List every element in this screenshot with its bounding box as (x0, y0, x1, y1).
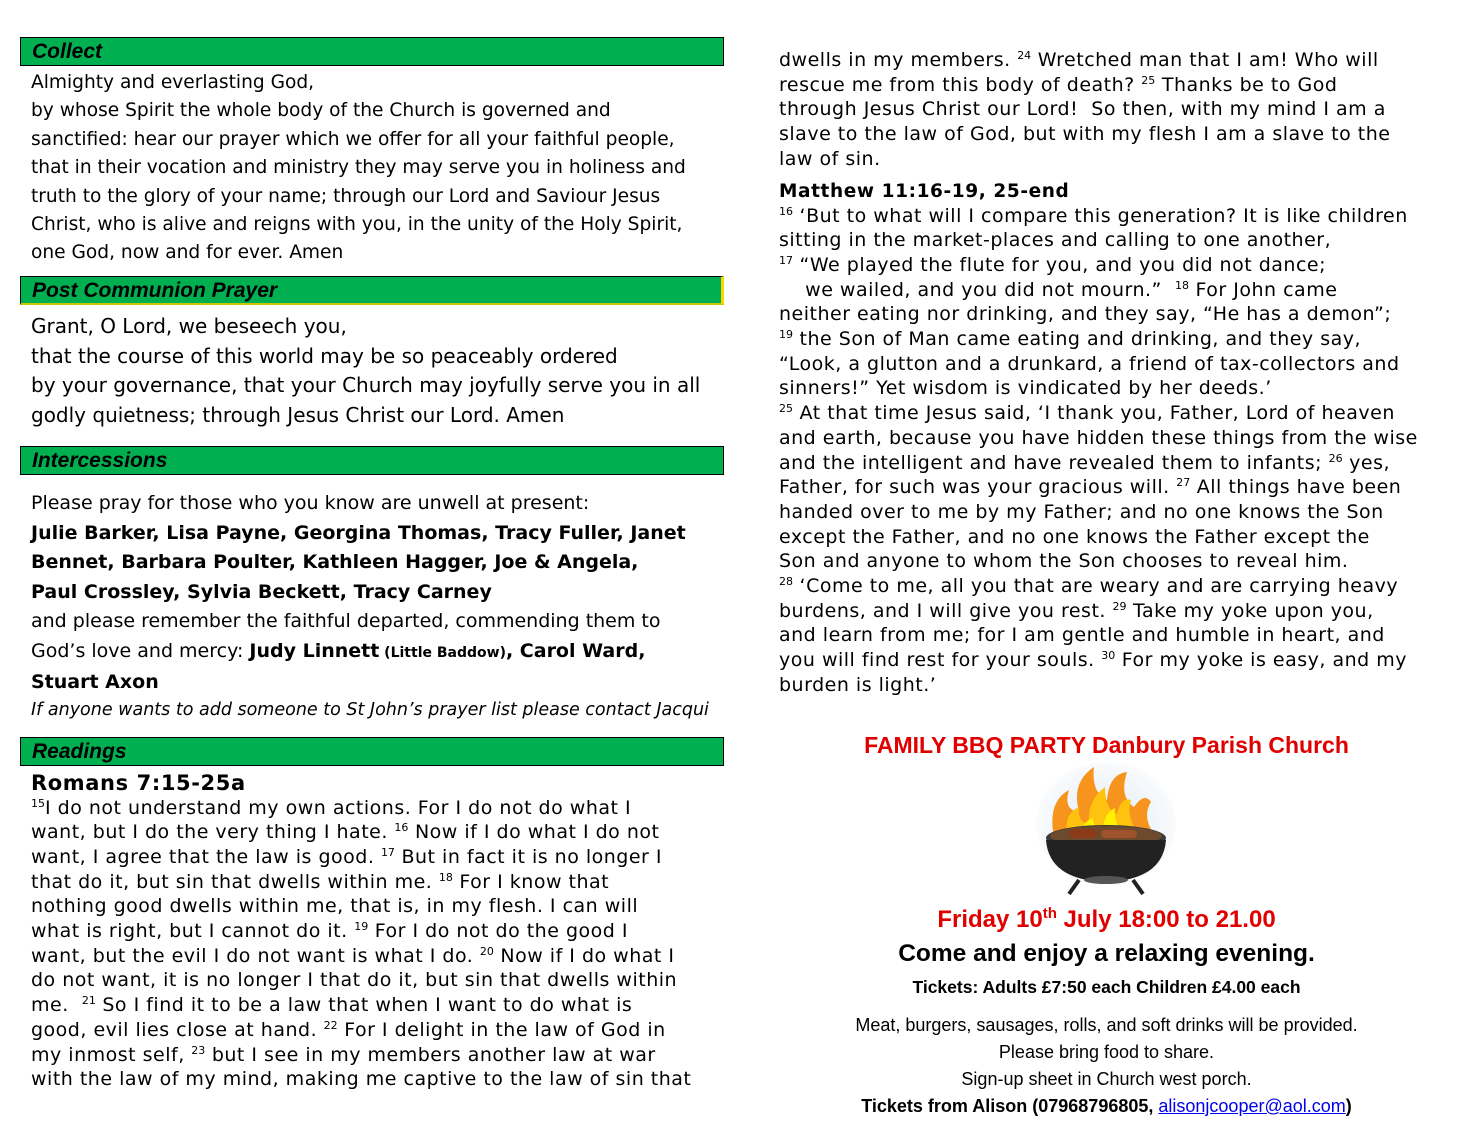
departed-place: (Little Baddow) (379, 644, 506, 661)
collect-line: truth to the glory of your name; through our Lord and Saviour Jesus (31, 185, 661, 207)
post-communion-line: godly quietness; through Jesus Christ our Lord. Amen (31, 403, 565, 428)
post-communion-line: that the course of this world may be so peaceably ordered (31, 343, 618, 368)
romans-text: $^{15}$I do not understand my own actions. For I do not do what I want, but I do the very thing I hate. $^{16}$ Now if I do what I do not want, I agree that the law is good. $^{17}$ But in fact it is no longer I that do it, but sin that dwells within me. $^{18}$ For I know that nothing good dwells within me, that is, in my flesh. I can will what is right, but I cannot do it. $^{19}$ For I do not do the good I want, but the evil I do not want is what I do. $^{20}$ Now if I do what I do not want, it is no longer I that do it, but sin that dwells within me. $^{21}$ So I find it to be a law that when I want to do what is good, evil lies close at hand. $^{22}$ For I delight in the law of God in my inmost self, $^{23}$ but I see in my members another law at war with the law of my mind, making me captive to the law of sin that (31, 796, 692, 1091)
departed-name: Stuart Axon (31, 671, 159, 694)
collect-line: Christ, who is alive and reigns with you, in the unity of the Holy Spirit, (31, 214, 683, 236)
bbq-info-line: Meat, burgers, sausages, rolls, and soft drinks will be provided. (855, 1015, 1358, 1035)
bbq-ticket-prices: Tickets: Adults £7:50 each Children £4.00 each (912, 977, 1301, 997)
collect-text (20, 69, 724, 268)
bbq-info (779, 1012, 1434, 1093)
collect-line: by whose Spirit the whole body of the Church is governed and (31, 100, 611, 122)
post-communion-line: Grant, O Lord, we beseech you, (31, 313, 347, 338)
bbq-contact-text: Tickets from Alison (07968796805, (861, 1096, 1159, 1116)
bbq-flyer (779, 728, 1434, 1120)
prayer-list-note: If anyone wants to add someone to St John’s prayer list please contact Jacqui (31, 699, 709, 720)
collect-line: Almighty and everlasting God, (31, 72, 315, 93)
romans-reading (20, 770, 724, 1092)
bbq-date-suffix: th (1042, 905, 1057, 922)
departed-name: Judy Linnett (249, 639, 380, 662)
bbq-contact (779, 1093, 1434, 1120)
departed-names (31, 637, 724, 669)
readings-heading: Readings (20, 737, 724, 766)
unwell-names-line: Paul Crossley, Sylvia Beckett, Tracy Carney (31, 580, 492, 603)
post-communion-heading: Post Communion Prayer (20, 276, 724, 305)
bbq-date-day: Friday 10 (937, 906, 1043, 933)
left-column (20, 37, 724, 1092)
intercessions-text (20, 489, 724, 698)
matthew-title: Matthew 11:16-19, 25-end (779, 180, 1070, 202)
post-communion-line: by your governance, that your Church may joyfully serve you in all (31, 373, 701, 398)
post-communion-text (20, 312, 724, 431)
bbq-info-line: Sign-up sheet in Church west porch. (961, 1069, 1252, 1089)
collect-line: sanctified: hear our prayer which we offer for all your faithful people, (31, 128, 675, 150)
romans-title: Romans 7:15-25a (31, 770, 246, 795)
collect-line: that in their vocation and ministry they may serve you in holiness and (31, 157, 686, 179)
unwell-names-line: Bennet, Barbara Poulter, Kathleen Hagger, Joe & Angela, (31, 551, 639, 574)
romans-text-continued: dwells in my members. $^{24}$ Wretched man that I am! Who will rescue me from this body of death? $^{25}$ Thanks be to God through Jesus Christ our Lord! So then, with my mind I am a slave to the law of God, but with my flesh I am a slave to the law of sin. (779, 49, 1391, 170)
right-column (779, 48, 1449, 698)
bbq-date-time: July 18:00 to 21.00 (1056, 906, 1276, 933)
matthew-text: $^{16}$ ‘But to what will I compare this generation? It is like children sitting in the market-places and calling to one another, $^{17}$ “We played the flute for you, and you did not dance; we wailed, and you did not mourn.” $^{18}$ For John came neither eating nor drinking, and they say, “He has a demon”; $^{19}$ the Son of Man came eating and drinking, and they say, “Look, a glutton and a drunkard, a friend of tax-collectors and sinners!” Yet wisdom is vindicated by her deeds.’ $^{25}$ At that time Jesus said, ‘I thank you, Father, Lord of heaven and earth, because you have hidden these things from the wise and the intelligent and have revealed them to infants; $^{26}$ yes, Father, for such was your gracious will. $^{27}$ All things have been handed over to me by my Father; and no one knows the Son except the Father, and no one knows the Father except the Son and anyone to whom the Son chooses to reveal him. $^{28}$ ‘Come to me, all you that are weary and are carrying heavy burdens, and I will give you rest. $^{29}$ Take my yoke upon you, and learn from me; for I am gentle and humble in heart, and you will find rest for your souls. $^{30}$ For my yoke is easy, and my burden is light.’ (779, 204, 1418, 696)
intercessions-heading: Intercessions (20, 446, 724, 475)
departed-intro: and please remember the faithful departed, commending them to (31, 610, 661, 633)
bbq-contact-close: ) (1345, 1096, 1352, 1116)
intercessions-intro: Please pray for those who you know are unwell at present: (31, 492, 590, 515)
bbq-tagline: Come and enjoy a relaxing evening. (898, 940, 1315, 967)
collect-line: one God, now and for ever. Amen (31, 242, 344, 264)
collect-heading: Collect (20, 37, 724, 66)
bbq-date (779, 898, 1434, 936)
bbq-info-line: Please bring food to share. (998, 1042, 1215, 1062)
unwell-names-line: Julie Barker, Lisa Payne, Georgina Thomas, Tracy Fuller, Janet (31, 521, 686, 544)
departed-prefix: God’s love and mercy: (31, 639, 250, 662)
bbq-grill-fire-icon (959, 762, 1254, 896)
departed-name: , Carol Ward, (505, 639, 646, 662)
bbq-title: FAMILY BBQ PARTY Danbury Parish Church (864, 732, 1349, 758)
unwell-names (31, 519, 724, 608)
email-link[interactable]: alisonjcooper@aol.com (1158, 1096, 1346, 1116)
